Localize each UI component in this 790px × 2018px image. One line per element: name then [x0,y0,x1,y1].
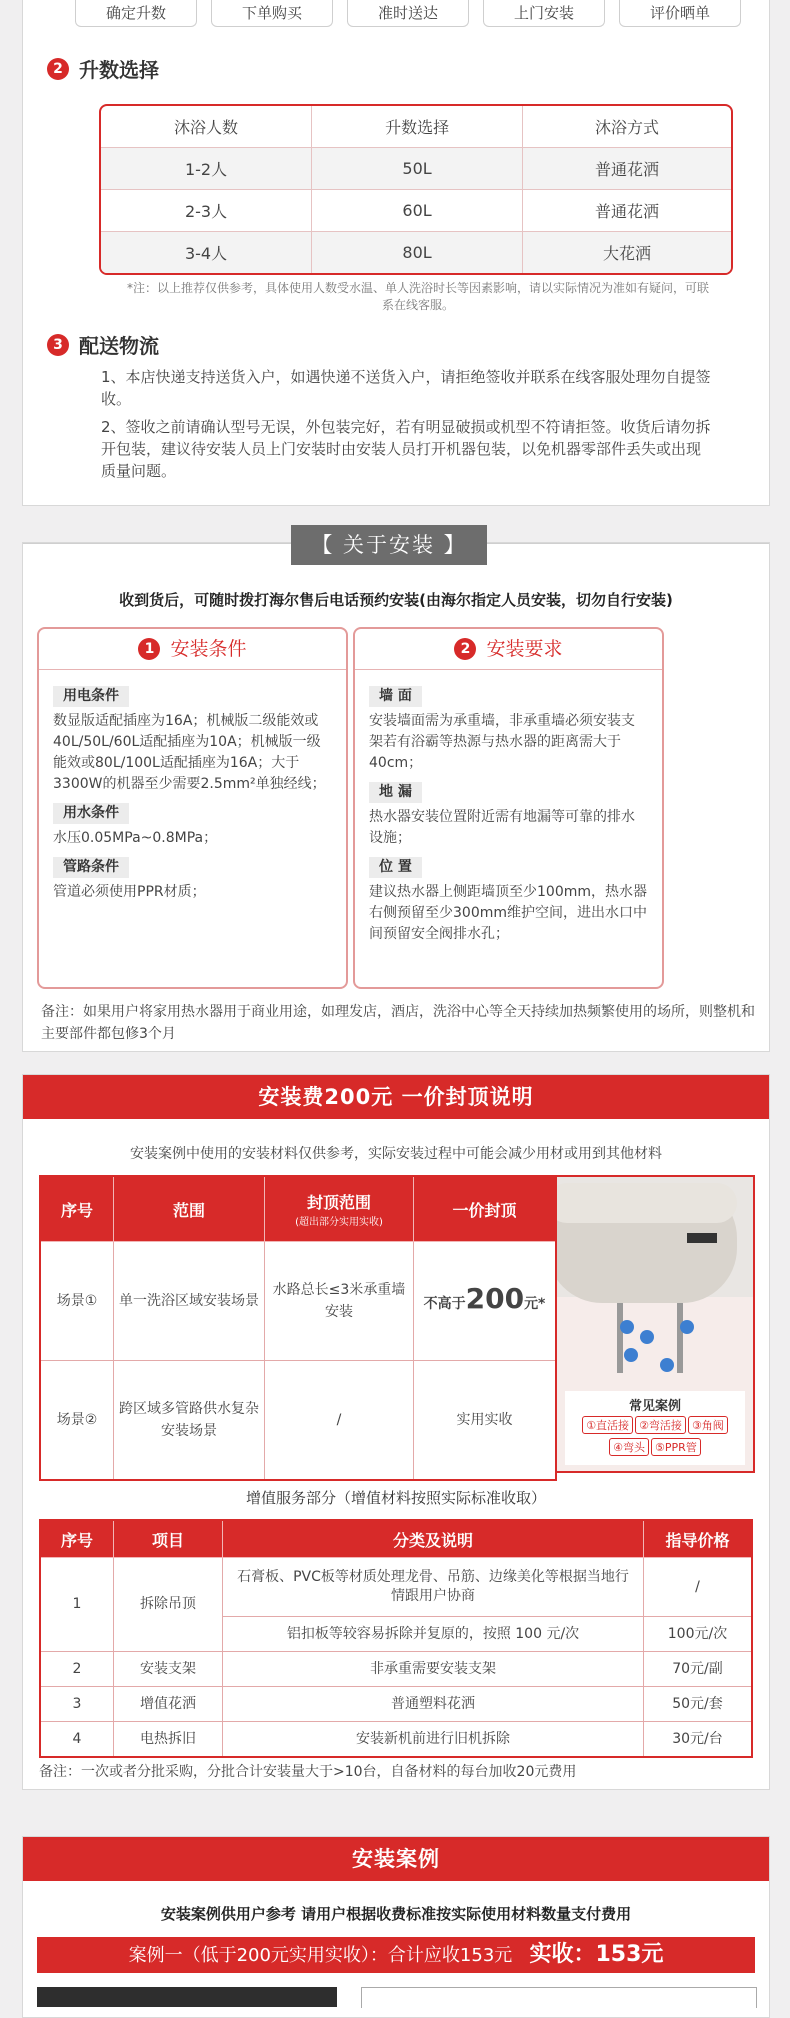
requirement-text: 安装墙面需为承重墙，非承重墙必须安装支架若有浴霸等热源与热水器的距离需大于40cm； [369,713,635,771]
table-cell: / [265,1361,414,1481]
table-header-row [40,1176,556,1242]
about-install-banner: 【 关于安装 】 [291,525,487,565]
delivery-text [101,366,711,488]
install-case-banner: 安装案例 [23,1837,769,1881]
capacity-section-title: 升数选择 [79,58,159,82]
header-cell: 沐浴人数 [101,106,312,148]
requirement-text: 建议热水器上侧距墙顶至少100mm，热水器右侧预留至少300mm维护空间，进出水口中间预留安全阀排水孔； [369,884,647,942]
table-cell: 铝扣板等较容易拆除并复原的，按照 100 元/次 [223,1617,644,1652]
delivery-paragraph-2: 2、签收之前请确认型号无误，外包装完好，若有明显破损或机型不符请拒签。收货后请勿拆开包装，建议待安装人员上门安装时由安装人员打开机器包装，以免机器零部件丢失或出现质量问题。 [101,418,711,480]
header-cell: 升数选择 [312,106,523,148]
case-tag: ①直活接 [582,1416,633,1434]
table-row [101,232,731,273]
install-conditions-header [39,629,346,670]
table-cell: 拆除吊顶 [114,1558,223,1652]
install-conditions-title: 安装条件 [170,638,247,660]
delivery-section-title: 配送物流 [79,334,159,358]
header-cell [265,1176,414,1242]
purchase-steps [75,0,741,27]
capacity-table [99,104,733,275]
install-requirements-body [355,670,662,953]
header-cell: 范围 [114,1176,265,1242]
condition-text: 数显版适配插座为16A；机械版二级能效或40L/50L/60L适配插座为10A；机械版一级能效或80L/100L适配插座为16A；大于3300W的机器至少需要2.5mm²单独经线； [53,713,326,792]
table-cell: 安装支架 [114,1652,223,1687]
bulk-purchase-remark: 备注：一次或者分批采购，分批合计安装量大于>10台，自备材料的每台加收20元费用 [39,1764,577,1780]
table-cell: 场景② [40,1361,114,1481]
value-added-table [39,1519,753,1758]
case-one-amount: 153元 [595,1942,664,1967]
table-row [40,1652,752,1687]
value-added-title: 增值服务部分（增值材料按照实际标准收取） [245,1489,546,1507]
step-2: 下单购买 [211,0,333,27]
step-5: 评价晒单 [619,0,741,27]
capacity-note: *注：以上推荐仅供参考，具体使用人数受水温、单人洗浴时长等因素影响，请以实际情况为准如有疑问，可联系在线客服。 [126,281,709,312]
table-cell: 60L [312,190,523,232]
install-fee-banner: 安装费200元 一价封顶说明 [23,1075,769,1119]
install-fee-lead: 安装案例中使用的安装材料仅供参考，实际安装过程中可能会减少用材或用到其他材料 [130,1146,662,1162]
header-cell: 沐浴方式 [523,106,731,148]
table-cell: 大花洒 [523,232,731,273]
table-cell: 安装新机前进行旧机拆除 [223,1722,644,1758]
table-cell: 1 [40,1558,114,1652]
table-cell: 30元/台 [644,1722,753,1758]
about-install-lead: 收到货后，可随时拨打海尔售后电话预约安装(由海尔指定人员安装，切勿自行安装) [119,591,673,609]
section-number-badge: 1 [138,638,160,660]
price-suffix: 元* [524,1295,546,1312]
table-cell: 普通花洒 [523,190,731,232]
price-prefix: 不高于 [423,1295,466,1312]
table-cell: 50元/套 [644,1687,753,1722]
common-cases-title: 常见案例 [628,1399,681,1414]
header-cell: 指导价格 [644,1520,753,1558]
header-cell: 序号 [40,1520,114,1558]
water-heater-photo [557,1175,755,1473]
table-cell: 2 [40,1652,114,1687]
install-case-card [22,1836,770,2018]
table-cell: 跨区域多管路供水复杂安装场景 [114,1361,265,1481]
table-row [40,1722,752,1758]
table-cell: 1-2人 [101,148,312,190]
purchase-info-card [22,0,770,506]
table-cell: 石膏板、PVC板等材质处理龙骨、吊筋、边缘美化等根据当地行情跟用户协商 [223,1558,644,1617]
table-row [40,1242,556,1361]
capacity-section-header [47,54,159,83]
requirement-tag: 位 置 [369,857,422,878]
common-cases-box [565,1391,745,1465]
table-row [40,1361,556,1481]
table-cell: 普通塑料花洒 [223,1687,644,1722]
install-requirements-header [355,629,662,670]
header-subtext: (超出部分实用实收) [295,1217,383,1228]
section-number-badge: 2 [454,638,476,660]
table-row [40,1687,752,1722]
header-cell-text: 封顶范围 [306,1193,371,1212]
price-cap-cell [414,1242,557,1361]
condition-tag: 用水条件 [53,803,129,824]
price-amount: 200 [465,1281,525,1315]
table-cell: 普通花洒 [523,148,731,190]
table-cell: 实用实收 [414,1361,557,1481]
install-conditions-box [37,627,348,989]
case-tag: ②弯活接 [635,1416,686,1434]
table-header-row [40,1520,752,1558]
case-material-table [361,1987,757,2008]
case-tag: ③角阀 [688,1416,728,1434]
section-number-badge: 2 [47,58,69,80]
table-row [40,1558,752,1617]
table-cell: 增值花洒 [114,1687,223,1722]
condition-text: 管道必须使用PPR材质； [53,884,206,900]
table-cell: 3 [40,1687,114,1722]
table-cell: 场景① [40,1242,114,1361]
case-one-bar [37,1937,755,1973]
table-cell: 4 [40,1722,114,1758]
requirement-text: 热水器安装位置附近需有地漏等可靠的排水设施； [369,809,635,846]
table-header-row [101,106,731,148]
delivery-paragraph-1: 1、本店快递支持送货入户，如遇快递不送货入户，请拒绝签收并联系在线客服处理勿自提签收。 [101,368,711,408]
install-fee-card [22,1074,770,1790]
condition-tag: 管路条件 [53,857,129,878]
table-cell: 70元/副 [644,1652,753,1687]
step-4: 上门安装 [483,0,605,27]
table-row [101,148,731,190]
step-3: 准时送达 [347,0,469,27]
table-cell: 3-4人 [101,232,312,273]
table-cell: 水路总长≤3米承重墙安装 [265,1242,414,1361]
table-cell: 100元/次 [644,1617,753,1652]
table-cell: 非承重需要安装支架 [223,1652,644,1687]
install-requirements-title: 安装要求 [486,638,563,660]
case-tag: ④弯头 [609,1438,649,1456]
delivery-section-header [47,330,159,359]
header-cell: 项目 [114,1520,223,1558]
condition-text: 水压0.05MPa~0.8MPa； [53,830,218,846]
condition-tag: 用电条件 [53,686,129,707]
case-one-label: 实收： [529,1942,596,1967]
header-cell: 分类及说明 [223,1520,644,1558]
table-cell: 2-3人 [101,190,312,232]
table-cell: 电热拆旧 [114,1722,223,1758]
install-case-lead: 安装案例供用户参考 请用户根据收费标准按实际使用材料数量支付费用 [160,1905,632,1923]
table-cell: 50L [312,148,523,190]
case-photo [37,1987,337,2007]
table-row [101,190,731,232]
case-one-text: 案例一（低于200元实用实收）：合计应收153元 [128,1945,513,1966]
table-cell: 80L [312,232,523,273]
section-number-badge: 3 [47,334,69,356]
step-1: 确定升数 [75,0,197,27]
table-cell: 单一洗浴区域安装场景 [114,1242,265,1361]
fee-cap-table [39,1175,557,1481]
header-cell: 序号 [40,1176,114,1242]
header-cell: 一价封顶 [414,1176,557,1242]
commercial-use-remark: 备注：如果用户将家用热水器用于商业用途，如理发店，酒店，洗浴中心等全天持续加热频繁使用的场所，则整机和主要部件都包修3个月 [41,1004,755,1042]
case-tag: ⑤PPR管 [651,1438,701,1456]
requirement-tag: 地 漏 [369,782,422,803]
install-requirements-box [353,627,664,989]
table-cell: / [644,1558,753,1617]
requirement-tag: 墙 面 [369,686,422,707]
install-conditions-body [39,670,346,911]
about-install-card [22,533,770,1052]
